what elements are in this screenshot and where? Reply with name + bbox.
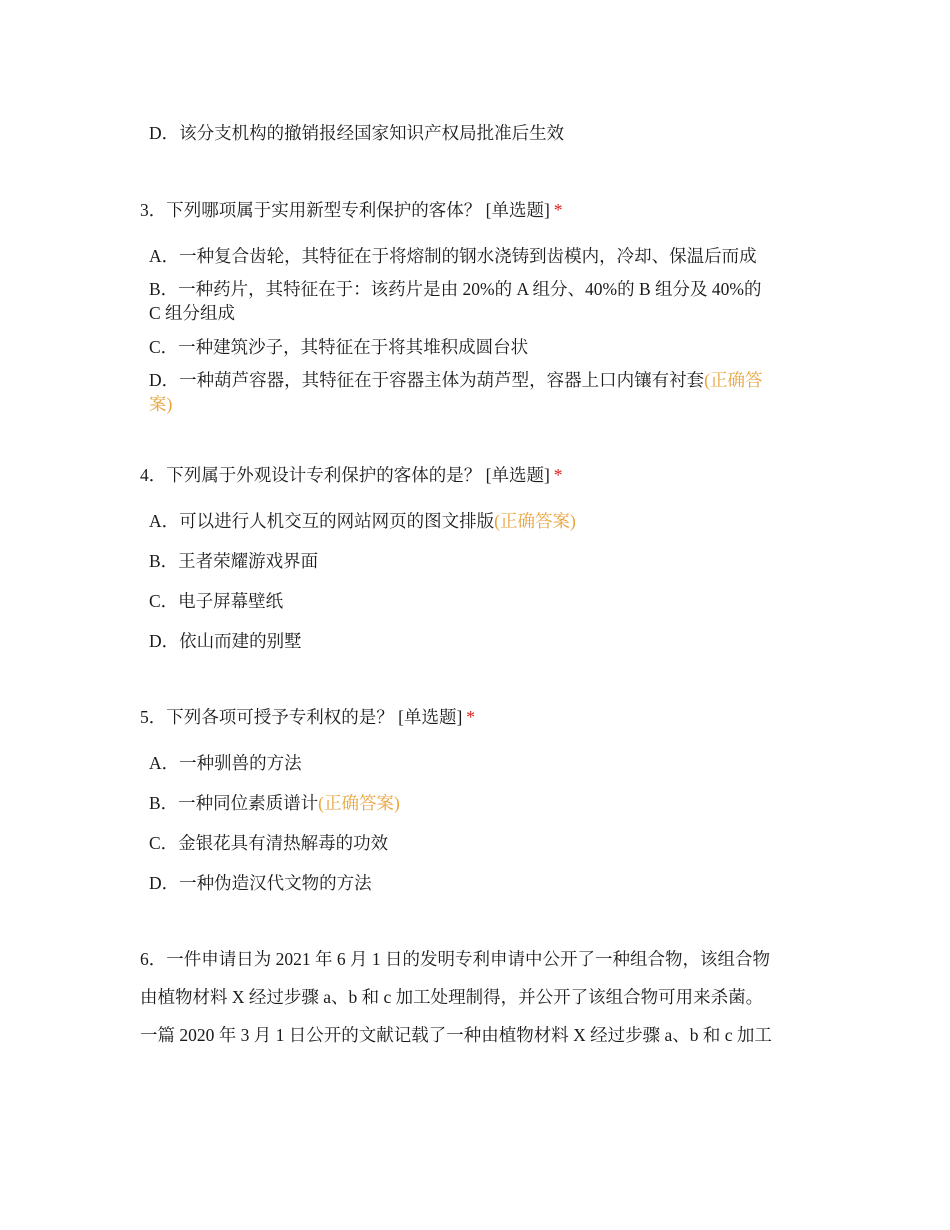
- q5-option-b[interactable]: [149, 791, 804, 815]
- q5-option-d-text: D．一种伪造汉代文物的方法: [149, 873, 372, 893]
- q4-required-mark: *: [553, 465, 563, 485]
- q3-option-d-correct-label-cont: 案): [149, 394, 173, 414]
- q5-option-c[interactable]: [149, 831, 804, 855]
- q4-option-d[interactable]: [149, 629, 804, 653]
- q3-option-b-line2: C 组分组成: [149, 303, 236, 323]
- q3-option-b-line1: B．一种药片，其特征在于：该药片是由 20%的 A 组分、40%的 B 组分及 40%的: [149, 279, 762, 299]
- q6-line-2: 由植物材料 X 经过步骤 a、b 和 c 加工处理制得，并公开了该组合物可用来杀菌。: [140, 987, 764, 1007]
- q4-option-a-text: A．可以进行人机交互的网站网页的图文排版: [149, 511, 495, 531]
- q2-option-d[interactable]: [149, 121, 804, 145]
- q4-title-text: 4．下列属于外观设计专利保护的客体的是？ [单选题]: [140, 465, 550, 485]
- q6-question-text: [140, 940, 810, 1054]
- q5-title-text: 5．下列各项可授予专利权的是？ [单选题]: [140, 707, 463, 727]
- q3-option-a[interactable]: [149, 244, 804, 268]
- q3-title: [140, 198, 810, 222]
- q3-option-c[interactable]: [149, 335, 804, 359]
- q3-option-a-text: A．一种复合齿轮，其特征在于将熔制的钢水浇铸到齿模内，冷却、保温后而成: [149, 246, 757, 266]
- q4-option-b-text: B．王者荣耀游戏界面: [149, 551, 319, 571]
- q4-option-a[interactable]: [149, 509, 804, 533]
- q3-option-c-text: C．一种建筑沙子，其特征在于将其堆积成圆台状: [149, 337, 529, 357]
- q5-option-b-text: B．一种同位素质谱计: [149, 793, 319, 813]
- q3-title-text: 3．下列哪项属于实用新型专利保护的客体？ [单选题]: [140, 200, 550, 220]
- q4-option-b[interactable]: [149, 549, 804, 573]
- q4-title: [140, 463, 810, 487]
- q5-required-mark: *: [466, 707, 476, 727]
- q6-line-1: 6．一件申请日为 2021 年 6 月 1 日的发明专利申请中公开了一种组合物，该组合物: [140, 949, 770, 969]
- q4-option-c-text: C．电子屏幕壁纸: [149, 591, 284, 611]
- q5-option-b-correct-label: (正确答案): [318, 793, 400, 813]
- q3-required-mark: *: [553, 200, 563, 220]
- q2-option-d-text: D．该分支机构的撤销报经国家知识产权局批准后生效: [149, 123, 565, 143]
- q4-option-c[interactable]: [149, 589, 804, 613]
- q4-option-d-text: D．依山而建的别墅: [149, 631, 302, 651]
- q3-option-d-correct-label: (正确答: [704, 370, 763, 390]
- q5-option-a[interactable]: [149, 751, 804, 775]
- q4-option-a-correct-label: (正确答案): [494, 511, 576, 531]
- q5-option-c-text: C．金银花具有清热解毒的功效: [149, 833, 389, 853]
- q5-option-d[interactable]: [149, 871, 804, 895]
- q3-option-d-text: D．一种葫芦容器，其特征在于容器主体为葫芦型，容器上口内镶有衬套: [149, 370, 705, 390]
- q5-title: [140, 705, 810, 729]
- q5-option-a-text: A．一种驯兽的方法: [149, 753, 302, 773]
- q3-option-b[interactable]: [149, 277, 804, 325]
- q3-option-d[interactable]: [149, 368, 804, 416]
- q6-line-3: 一篇 2020 年 3 月 1 日公开的文献记载了一种由植物材料 X 经过步骤 a、b 和 c 加工: [140, 1025, 772, 1045]
